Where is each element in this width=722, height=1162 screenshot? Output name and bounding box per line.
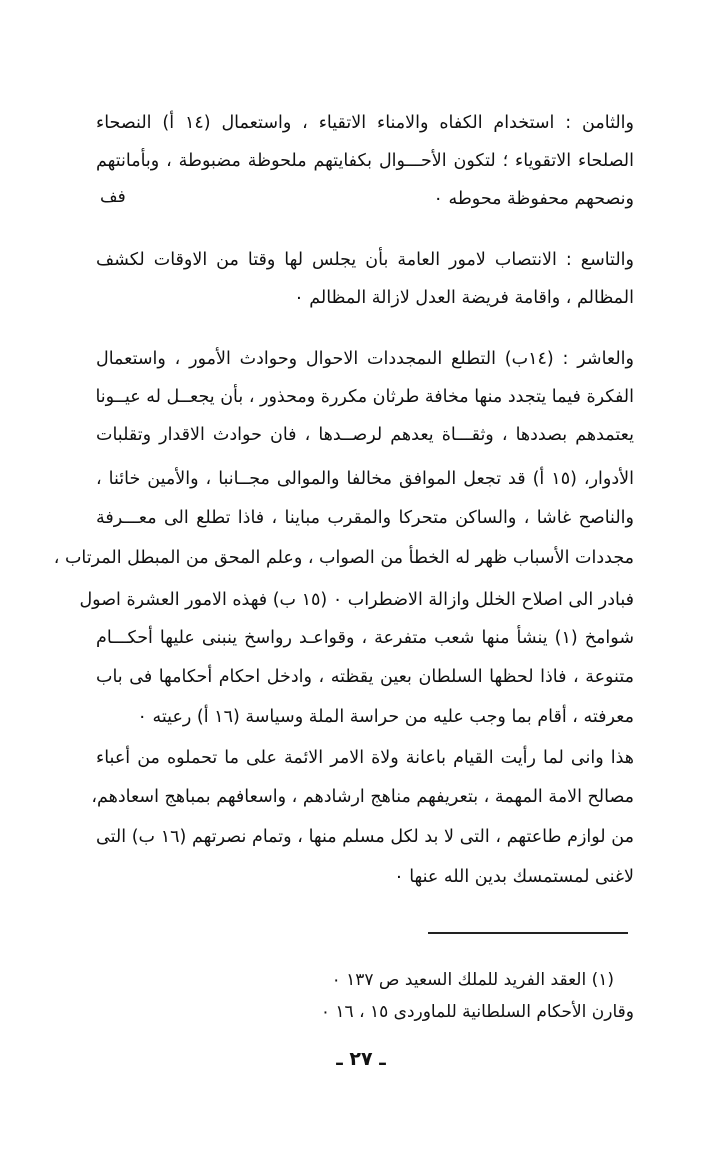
paragraph-4-line-1: هذا وانى لما رأيت القيام باعانة ولاة الامر الائمة على ما تحملوه من أعباء	[96, 748, 634, 768]
footnote-2: وقارن الأحكام السلطانية للماوردى ١٥ ، ١٦ ٠	[320, 1002, 634, 1022]
footnote-1: (١) العقد الفريد للملك السعيد ص ١٣٧ ٠	[331, 970, 614, 990]
paragraph-3-line-1: والعاشر : (١٤ب) التطلع الىمجددات الاحوال وحوادث الأمور ، واستعمال	[96, 349, 634, 369]
paragraph-1-line-2: الصلحاء الاتقوياء ؛ لتكون الأحـــوال بكفايتهم ملحوظة مضبوطة ، وبأمانتهم	[96, 151, 634, 171]
paragraph-2-line-1: والتاسع : الانتصاب لامور العامة بأن يجلس لها وقتا من الاوقات لكشف	[96, 250, 634, 270]
paragraph-3-line-5: والناصح غاشا ، والساكن متحركا والمقرب مباينا ، فاذا تطلع الى معـــرفة	[96, 508, 634, 528]
paragraph-3-line-2: الفكرة فيما يتجدد منها مخافة طرثان مكررة ومحذور ، بأن يجعــل له عيــونا	[95, 387, 634, 407]
paragraph-4-line-3: من لوازم طاعتهم ، التى لا بد لكل مسلم منها ، وتمام نصرتهم (١٦ ب) التى	[96, 827, 634, 847]
paragraph-3-line-10: معرفته ، أقام بما وجب عليه من حراسة الملة وسياسة (١٦ أ) رعيته ٠	[137, 707, 634, 727]
footnote-separator	[428, 932, 628, 934]
paragraph-1-line-1: والثامن : استخدام الكفاه والامناء الاتقياء ، واستعمال (١٤ أ) النصحاء	[96, 113, 634, 133]
paragraph-4-line-4: لاغنى لمستمسك بدين الله عنها ٠	[394, 867, 634, 887]
paragraph-3-line-3: يعتمدهم بصددها ، وثقـــاة يعدهم لرصــدها ، فان حوادث الاقدار وتقلبات	[96, 425, 634, 445]
paragraph-2-line-2: المظالم ، واقامة فريضة العدل لازالة المظالم ٠	[294, 288, 634, 308]
paragraph-3-line-8: شوامخ (١) ينشأ منها شعب متفرعة ، وقواعـد رواسخ ينبنى عليها أحكـــام	[96, 628, 634, 648]
paragraph-3-line-7: فبادر الى اصلاح الخلل وازالة الاضطراب ٠ (١٥ ب) فهذه الامور العشرة اصول	[79, 590, 634, 610]
paragraph-1-line-3: ونصحهم محفوظة محوطه ٠	[433, 189, 634, 209]
paragraph-4-line-2: مصالح الامة المهمة ، بتعريفهم مناهج ارشادهم ، واسعافهم بمباهج اسعادهم،	[91, 787, 634, 807]
paragraph-3-line-4: الأدوار، (١٥ أ) قد تجعل الموافق مخالفا والموالى مجــانبا ، والأمين خائنا ،	[96, 469, 634, 489]
paragraph-3-line-6: مجددات الأسباب ظهر له الخطأ من الصواب ، وعلم المحق من المبطل المرتاب ،	[53, 548, 634, 568]
paragraph-3-line-9: متنوعة ، فاذا لحظها السلطان بعين يقظته ، وادخل احكام أحكامها فى باب	[96, 667, 634, 687]
page-number: ـ ٢٧ ـ	[336, 1048, 386, 1070]
marginal-note: فف	[100, 187, 126, 207]
